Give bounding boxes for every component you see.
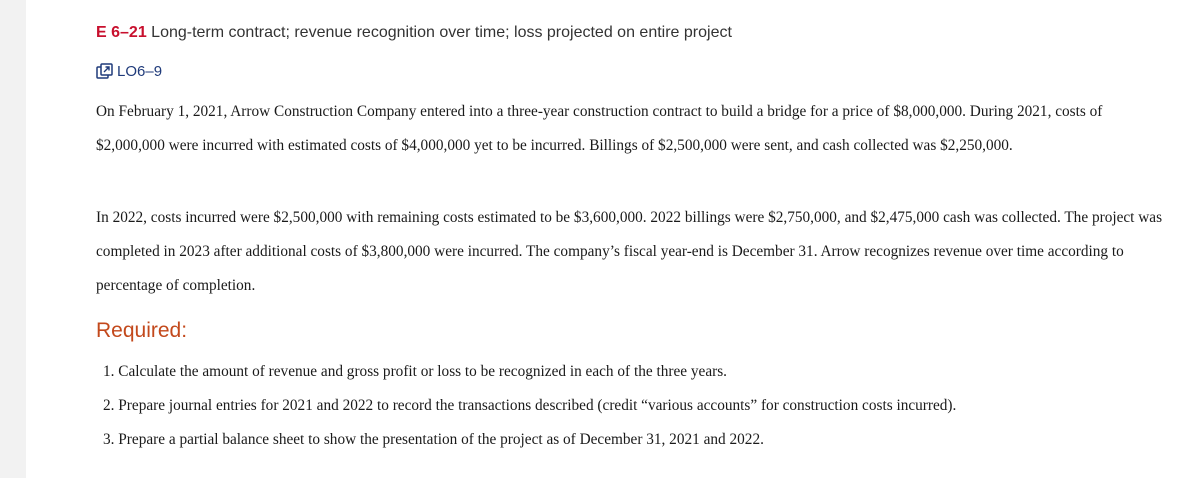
learning-objective-link[interactable] <box>96 60 162 82</box>
left-margin-strip <box>0 0 26 478</box>
required-item-3: 3. Prepare a partial balance sheet to show the presentation of the project as of December 31, 2021 and 2022. <box>103 431 764 448</box>
exercise-number: E 6–21 <box>96 24 147 41</box>
problem-paragraph-2: In 2022, costs incurred were $2,500,000 with remaining costs estimated to be $3,600,000. 2022 billings were $2,750,000, and $2,475,000 cash was collected. The project was completed in 2023 after additional costs of $3,800,000 were incurred. The company’s fiscal year-end is December 31. Arrow recognizes revenue over time according to percentage of completion. <box>96 209 1163 294</box>
problem-paragraph-1: On February 1, 2021, Arrow Construction Company entered into a three-year construction contract to build a bridge for a price of $8,000,000. During 2021, costs of $2,000,000 were incurred with estimated costs of $4,000,000 yet to be incurred. Billings of $2,500,000 were sent, and cash collected was $2,250,000. <box>96 103 1103 154</box>
exercise-title: Long-term contract; revenue recognition over time; loss projected on entire project <box>146 24 732 41</box>
required-list <box>103 355 1178 457</box>
required-heading: Required: <box>96 319 188 342</box>
learning-objective-label[interactable]: LO6–9 <box>117 62 163 80</box>
exercise-header <box>96 24 732 42</box>
required-item-1: 1. Calculate the amount of revenue and gross profit or loss to be recognized in each of the three years. <box>103 363 727 380</box>
external-link-icon[interactable] <box>96 63 117 80</box>
required-item-2: 2. Prepare journal entries for 2021 and 2022 to record the transactions described (credit “various accounts” for construction costs incurred). <box>103 397 957 414</box>
